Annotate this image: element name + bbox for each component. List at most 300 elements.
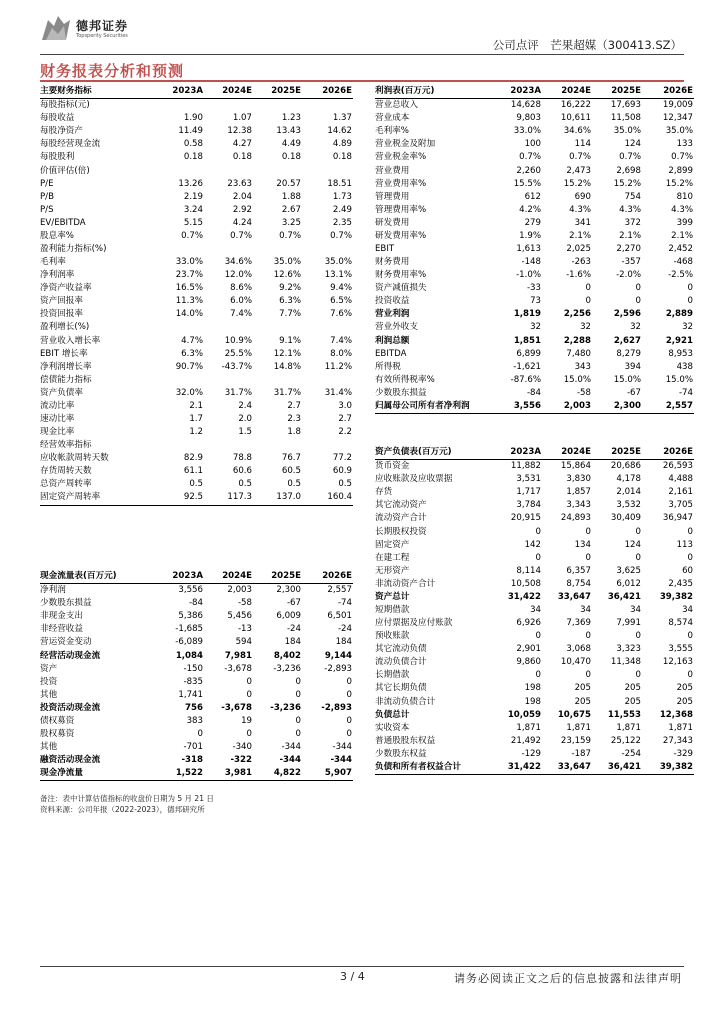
table-row xyxy=(40,178,353,191)
cell-value: 15.5% xyxy=(513,178,541,189)
cell-value: 0 xyxy=(585,526,591,537)
cell-value: -3,236 xyxy=(273,663,301,674)
cell-value: 2,596 xyxy=(613,309,641,320)
table-row xyxy=(375,138,694,151)
cell-value: 160.4 xyxy=(302,491,353,505)
row-label: 投资 xyxy=(40,676,58,687)
cell-value: -24 xyxy=(286,624,301,635)
cell-value: 2.0 xyxy=(238,413,252,424)
cell-value: 2,300 xyxy=(592,400,642,414)
row-label: 货币资金 xyxy=(375,461,410,472)
table-row xyxy=(40,636,353,649)
cell-value: 7,991 xyxy=(616,618,641,629)
cell-value: 134 xyxy=(574,539,591,550)
row-label: 负债总计 xyxy=(375,709,410,720)
cell-value: 198 xyxy=(524,683,541,694)
table-row xyxy=(40,269,353,282)
cell-value: 10,470 xyxy=(560,657,591,668)
cell-value: 11,508 xyxy=(610,113,641,124)
cell-value: 594 xyxy=(235,637,252,648)
cell-value: 16,222 xyxy=(560,100,591,111)
cell-value: 60.5 xyxy=(281,466,301,477)
cell-value: 2,627 xyxy=(613,335,641,346)
row-label: 营业外收支 xyxy=(375,322,418,333)
cell-value: -3,236 xyxy=(270,702,301,713)
row-label: 债权募资 xyxy=(40,715,75,726)
cell-value: 1.8 xyxy=(287,427,301,438)
cell-value: 2,557 xyxy=(327,585,352,596)
table-row xyxy=(40,610,353,623)
cell-value: 142 xyxy=(524,539,541,550)
cell-value: 756 xyxy=(185,702,203,713)
table-row xyxy=(375,460,694,474)
cell-value: 3,705 xyxy=(668,500,693,511)
table-title: 主要财务指标 xyxy=(40,85,155,99)
section-title-underline xyxy=(40,80,684,82)
cell-value: 32 xyxy=(682,322,693,333)
cell-value: 2,260 xyxy=(516,165,541,176)
cell-value: 2.7 xyxy=(287,400,301,411)
cell-value: 0.7% xyxy=(569,152,591,163)
row-label: 其他 xyxy=(40,689,58,700)
cell-value: 2.7 xyxy=(338,413,352,424)
table-row xyxy=(40,151,353,164)
cell-value: 2.2 xyxy=(338,427,352,438)
cell-value: 90.7% xyxy=(175,361,203,372)
cell-value: 14.0% xyxy=(175,309,203,320)
table-row xyxy=(375,578,694,591)
cell-value: 32.0% xyxy=(175,387,203,398)
cell-value: 3.24 xyxy=(183,204,203,215)
table-row xyxy=(375,525,694,538)
table-row xyxy=(40,230,353,243)
table-row xyxy=(40,465,353,478)
cell-value: 1,084 xyxy=(175,650,203,661)
cell-value: -67 xyxy=(286,598,301,609)
table-row xyxy=(40,715,353,728)
cell-value: 78.8 xyxy=(232,453,252,464)
column-header: 2023A xyxy=(155,570,204,584)
cell-value: 0.5 xyxy=(238,479,252,490)
cell-value: 2.92 xyxy=(232,204,252,215)
row-label: 非现金支出 xyxy=(40,611,83,622)
cell-value: 12,163 xyxy=(662,657,693,668)
row-label: 盈利能力指标(%) xyxy=(40,243,107,254)
cell-value: -74 xyxy=(678,387,693,398)
cell-value: 438 xyxy=(676,361,693,372)
cell-value: 2,288 xyxy=(563,335,591,346)
table-row xyxy=(375,656,694,669)
table-row xyxy=(40,478,353,491)
cell-value: 2.1 xyxy=(189,400,203,411)
cell-value: 3,532 xyxy=(616,500,641,511)
cell-value: -150 xyxy=(183,663,203,674)
row-label: 营业税金率% xyxy=(375,152,427,163)
cell-value xyxy=(302,374,353,387)
cell-value: 3,531 xyxy=(516,474,541,485)
row-label: EBIT xyxy=(375,243,395,254)
cell-value: -344 xyxy=(279,755,301,766)
row-label: 每股指标(元) xyxy=(40,100,90,111)
row-label: 净利润率 xyxy=(40,270,75,281)
table-row xyxy=(375,125,694,138)
cell-value: 0 xyxy=(535,526,541,537)
cell-value: 33.0% xyxy=(513,126,541,137)
table-row xyxy=(40,321,353,334)
cell-value: -187 xyxy=(571,748,591,759)
legal-disclaimer: 请务必阅读正文之后的信息披露和法律声明 xyxy=(454,972,682,985)
cell-value: 2,901 xyxy=(516,644,541,655)
cell-value: 4.3% xyxy=(671,204,693,215)
table-title: 现金流量表(百万元) xyxy=(40,570,155,584)
cell-value: 205 xyxy=(676,696,693,707)
cell-value: 32 xyxy=(630,322,641,333)
row-label: 流动比率 xyxy=(40,400,75,411)
cell-value: 0 xyxy=(635,552,641,563)
table-title: 利润表(百万元) xyxy=(375,85,492,99)
cell-value: 0 xyxy=(246,689,252,700)
cell-value: -1.6% xyxy=(566,270,591,281)
table-row xyxy=(375,387,694,400)
row-label: 应收账款及应收票据 xyxy=(375,474,453,485)
cell-value: 124 xyxy=(624,539,641,550)
row-label: 其他 xyxy=(40,742,58,753)
cell-value: 0 xyxy=(346,676,352,687)
table-row xyxy=(40,663,353,676)
row-label: 毛利率% xyxy=(375,126,409,137)
table-row xyxy=(40,282,353,295)
row-label: 应收帐款周转天数 xyxy=(40,453,109,464)
cell-value: 0.7% xyxy=(181,230,203,241)
cell-value: 8.6% xyxy=(230,283,252,294)
table-row xyxy=(375,499,694,512)
row-label: 无形资产 xyxy=(375,565,410,576)
cell-value: 1,522 xyxy=(155,767,204,781)
cell-value: 2.3 xyxy=(287,413,301,424)
cell-value: 205 xyxy=(574,683,591,694)
cell-value: 0 xyxy=(687,526,693,537)
cell-value: 14.8% xyxy=(273,361,301,372)
table-row xyxy=(40,256,353,269)
cell-value: 13.43 xyxy=(276,126,301,137)
table-row xyxy=(40,702,353,715)
cell-value xyxy=(155,243,204,256)
table-row xyxy=(375,682,694,695)
row-label: 固定资产 xyxy=(375,539,410,550)
cell-value: 117.3 xyxy=(204,491,253,505)
cell-value: 0 xyxy=(635,631,641,642)
table-row xyxy=(40,689,353,702)
row-label: 非经营收益 xyxy=(40,624,83,635)
cell-value: 12.0% xyxy=(224,270,252,281)
cell-value: 6.0% xyxy=(230,296,252,307)
cell-value: 184 xyxy=(284,637,301,648)
cell-value: 2,161 xyxy=(668,487,693,498)
cell-value: -329 xyxy=(673,748,693,759)
cell-value: -322 xyxy=(230,755,252,766)
cell-value xyxy=(204,439,253,452)
cell-value: 7,981 xyxy=(224,650,252,661)
row-label: 营业成本 xyxy=(375,113,410,124)
cell-value: 15.0% xyxy=(665,374,693,385)
cell-value: -1.0% xyxy=(516,270,541,281)
page-number: 3 / 4 xyxy=(340,970,365,983)
cell-value: 7.7% xyxy=(279,309,301,320)
company-logo xyxy=(40,14,180,46)
cell-value: 2,899 xyxy=(668,165,693,176)
column-header: 2026E xyxy=(302,570,353,584)
table-header-row xyxy=(375,85,694,99)
cell-value xyxy=(253,243,302,256)
section-title: 财务报表分析和预测 xyxy=(40,62,185,80)
cell-value: 3,068 xyxy=(566,644,591,655)
cell-value: 100 xyxy=(524,139,541,150)
cell-value: -58 xyxy=(576,387,591,398)
cell-value: 0 xyxy=(246,676,252,687)
cell-value: 0 xyxy=(585,552,591,563)
row-label: 盈利增长(%) xyxy=(40,322,90,333)
cell-value: 8,574 xyxy=(668,618,693,629)
cell-value: 205 xyxy=(574,696,591,707)
table-row xyxy=(375,164,694,177)
row-label: 营业费用率% xyxy=(375,178,427,189)
row-label: 融资活动现金流 xyxy=(40,755,101,766)
note-closing-price: 备注：表中计算估值指标的收盘价日期为 5 月 21 日 xyxy=(40,794,214,803)
cell-value: 279 xyxy=(524,217,541,228)
row-label: 资产回报率 xyxy=(40,296,83,307)
cell-value: 0.7% xyxy=(519,152,541,163)
table-row xyxy=(375,99,694,113)
footer-divider xyxy=(40,966,684,967)
row-label: 少数股东权益 xyxy=(375,748,427,759)
cell-value: 12,368 xyxy=(659,709,693,720)
row-label: 资产负债率 xyxy=(40,387,83,398)
cell-value xyxy=(253,321,302,334)
table-row xyxy=(375,243,694,256)
row-label: 长期借款 xyxy=(375,670,410,681)
table-row xyxy=(375,295,694,308)
cell-value: 3,830 xyxy=(566,474,591,485)
cell-value: -318 xyxy=(181,755,203,766)
table-row xyxy=(375,748,694,761)
key-indicators-table xyxy=(40,85,353,506)
cell-value: 4.3% xyxy=(619,204,641,215)
row-label: 长期股权投资 xyxy=(375,526,427,537)
cell-value: -263 xyxy=(571,257,591,268)
cell-value: 7.4% xyxy=(230,309,252,320)
table-row xyxy=(40,754,353,767)
row-label: 管理费用率% xyxy=(375,204,427,215)
row-label: 财务费用 xyxy=(375,257,410,268)
row-label: 其它长期负债 xyxy=(375,683,427,694)
table-row xyxy=(375,722,694,735)
cell-value: 8.0% xyxy=(330,348,352,359)
cell-value: 2,921 xyxy=(665,335,693,346)
cell-value: 4,178 xyxy=(616,474,641,485)
cell-value: 2,889 xyxy=(665,309,693,320)
cell-value: 0 xyxy=(197,728,203,739)
cell-value: 3.0 xyxy=(338,400,352,411)
row-label: 应付票据及应付账款 xyxy=(375,618,453,629)
table-row xyxy=(40,387,353,400)
row-label: 经营效率指标 xyxy=(40,440,92,451)
cell-value: 0 xyxy=(295,676,301,687)
column-header: 2026E xyxy=(642,85,694,99)
balance-sheet-table xyxy=(375,446,694,775)
cell-value: 33,647 xyxy=(542,761,592,775)
table-row xyxy=(40,164,353,177)
cell-value: 113 xyxy=(676,539,693,550)
row-label: 少数股东损益 xyxy=(40,598,92,609)
row-label: 价值评估(倍) xyxy=(40,165,90,176)
cell-value: 8,754 xyxy=(566,578,591,589)
table-row xyxy=(40,728,353,741)
cell-value: -43.7% xyxy=(221,361,252,372)
cell-value: 10,508 xyxy=(510,578,541,589)
cell-value: 20,686 xyxy=(610,461,641,472)
cell-value: 0 xyxy=(346,689,352,700)
cell-value: 0.7% xyxy=(619,152,641,163)
cell-value: 34.6% xyxy=(224,257,252,268)
row-label: P/E xyxy=(40,178,54,189)
cell-value: 184 xyxy=(335,637,352,648)
cell-value: 23,159 xyxy=(560,735,591,746)
cell-value: 5,386 xyxy=(178,611,203,622)
cell-value: 2,698 xyxy=(616,165,641,176)
row-label: 股息率% xyxy=(40,230,74,241)
cell-value: 0 xyxy=(687,631,693,642)
cell-value: 1.73 xyxy=(332,191,352,202)
cell-value: -835 xyxy=(183,676,203,687)
table-row xyxy=(40,204,353,217)
cell-value: 2,473 xyxy=(566,165,591,176)
cell-value: 6,926 xyxy=(516,618,541,629)
cell-value: -87.6% xyxy=(510,374,541,385)
cell-value: 1.37 xyxy=(332,113,352,124)
cell-value: 0.7% xyxy=(671,152,693,163)
cell-value: -33 xyxy=(526,283,541,294)
logo-name: 德邦证券 xyxy=(76,19,129,33)
column-header: 2023A xyxy=(492,85,542,99)
table-row xyxy=(375,400,694,414)
cell-value xyxy=(302,99,353,113)
table-row xyxy=(375,348,694,361)
cell-value: 124 xyxy=(624,139,641,150)
cell-value xyxy=(204,164,253,177)
cell-value: 114 xyxy=(574,139,591,150)
table-row xyxy=(375,321,694,334)
cell-value: 18.51 xyxy=(327,178,352,189)
cell-value: 0 xyxy=(635,526,641,537)
table-header-row xyxy=(375,446,694,460)
row-label: 投资收益 xyxy=(375,296,410,307)
table-row xyxy=(375,374,694,387)
table-row xyxy=(375,178,694,191)
column-header: 2025E xyxy=(592,85,642,99)
cell-value: 3,555 xyxy=(668,644,693,655)
cell-value: 6.5% xyxy=(330,296,352,307)
cell-value: 383 xyxy=(186,715,203,726)
table-title: 资产负债表(百万元) xyxy=(375,446,492,460)
cell-value: 1.9% xyxy=(519,230,541,241)
cell-value: 11.2% xyxy=(324,361,352,372)
cell-value: 0 xyxy=(535,552,541,563)
cell-value: 12,347 xyxy=(662,113,693,124)
row-label: 净资产收益率 xyxy=(40,283,92,294)
cell-value: 0 xyxy=(585,296,591,307)
cell-value: 0.18 xyxy=(183,152,203,163)
table-row xyxy=(40,584,353,598)
cell-value xyxy=(253,374,302,387)
table-row xyxy=(375,151,694,164)
cell-value: 34 xyxy=(630,604,641,615)
row-label: 资产 xyxy=(40,663,58,674)
row-label: 营业税金及附加 xyxy=(375,139,436,150)
row-label: 毛利率 xyxy=(40,257,66,268)
cell-value xyxy=(155,374,204,387)
cell-value xyxy=(204,243,253,256)
cell-value: 1.5 xyxy=(238,427,252,438)
table-row xyxy=(375,334,694,347)
cell-value: -58 xyxy=(237,598,252,609)
row-label: 普通股股东权益 xyxy=(375,735,436,746)
table-row xyxy=(40,334,353,347)
cell-value xyxy=(253,99,302,113)
cell-value: 15.2% xyxy=(613,178,641,189)
cell-value: -2,893 xyxy=(324,663,352,674)
column-header: 2024E xyxy=(204,570,253,584)
row-label: 少数股东损益 xyxy=(375,387,427,398)
cell-value: 1.90 xyxy=(183,113,203,124)
table-row xyxy=(40,99,353,113)
cell-value: 6,012 xyxy=(616,578,641,589)
cell-value: 1,857 xyxy=(566,487,591,498)
cell-value: 3,556 xyxy=(492,400,542,414)
row-label: 在建工程 xyxy=(375,552,410,563)
cell-value: 10,675 xyxy=(557,709,591,720)
cell-value: 3,784 xyxy=(516,500,541,511)
table-row xyxy=(375,230,694,243)
cell-value: 23.7% xyxy=(175,270,203,281)
cell-value: 13.26 xyxy=(178,178,203,189)
cell-value: -148 xyxy=(521,257,541,268)
cell-value: 2.1% xyxy=(569,230,591,241)
table-row xyxy=(375,552,694,565)
cell-value: 7.4% xyxy=(330,335,352,346)
cell-value: 3,625 xyxy=(616,565,641,576)
column-header: 2024E xyxy=(542,446,592,460)
table-row xyxy=(375,695,694,708)
cell-value: -129 xyxy=(521,748,541,759)
cell-value: 2,003 xyxy=(227,585,252,596)
cell-value: 76.7 xyxy=(281,453,301,464)
cell-value: 15.2% xyxy=(665,178,693,189)
table-row xyxy=(40,413,353,426)
cell-value: 1,871 xyxy=(516,722,541,733)
table-row xyxy=(375,643,694,656)
column-header: 2024E xyxy=(204,85,253,99)
cell-value: 6,009 xyxy=(276,611,301,622)
cell-value: -1,685 xyxy=(175,624,203,635)
cell-value: -2.0% xyxy=(616,270,641,281)
cell-value: 10.9% xyxy=(224,335,252,346)
cell-value: 6.3% xyxy=(181,348,203,359)
cell-value: 0 xyxy=(295,728,301,739)
cell-value: 0 xyxy=(585,283,591,294)
header-divider xyxy=(40,54,684,55)
row-label: 有效所得税率% xyxy=(375,374,435,385)
cell-value: 77.2 xyxy=(332,453,352,464)
